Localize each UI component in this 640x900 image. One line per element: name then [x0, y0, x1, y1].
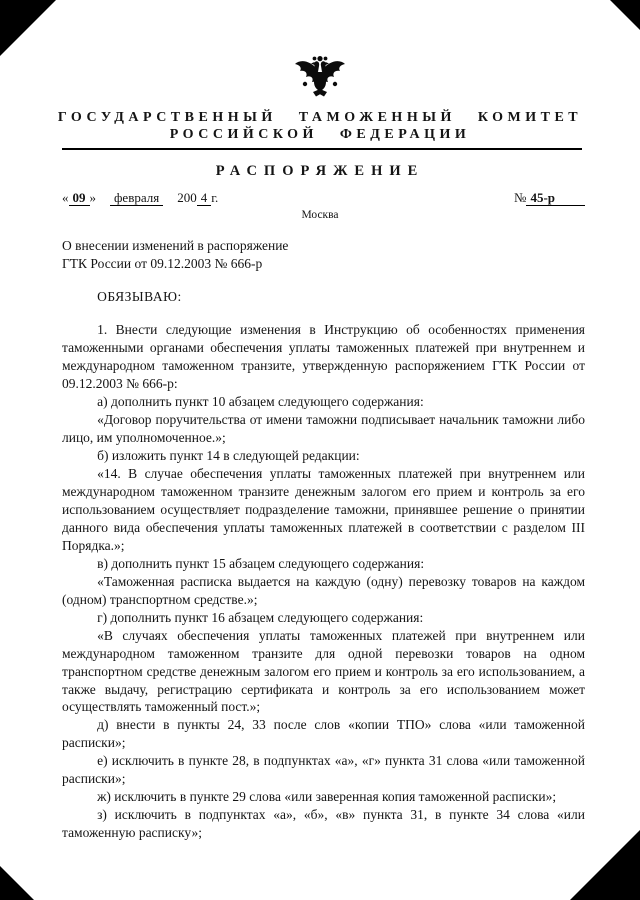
scan-corner-top-left-icon [0, 0, 56, 56]
date-year-prefix: 200 [177, 190, 197, 206]
date-year-digit: 4 [197, 190, 212, 206]
header-divider [62, 148, 582, 151]
body-paragraph: е) исключить в пункте 28, в подпунктах «а», «г» пункта 31 слова «или таможенной расписки»; [62, 753, 585, 787]
subject-line2: ГТК России от 09.12.2003 № 666-р [62, 256, 263, 272]
body-paragraph: «Таможенная расписка выдается на каждую (одну) перевозку товаров на каждом (одном) транспортном средстве.»; [62, 573, 585, 607]
body-paragraph: 1. Внести следующие изменения в Инструкцию об особенностях применения таможенными органами обеспечения уплаты таможенных платежей при внутреннем и международном таможенном транзите, утвержденную распоряжением ГТК России от 09.12.2003 № 666-р: [62, 322, 585, 392]
body-paragraph: а) дополнить пункт 10 абзацем следующего содержания: [97, 394, 424, 410]
body-paragraph: г) дополнить пункт 16 абзацем следующего содержания: [97, 609, 424, 625]
organization-name-line1: ГОСУДАРСТВЕННЫЙ ТАМОЖЕННЫЙ КОМИТЕТ [57, 110, 583, 125]
city-label: Москва [301, 209, 339, 222]
number-field [514, 190, 585, 206]
document-subject [62, 237, 585, 273]
body-paragraph: «В случаях обеспечения уплаты таможенных платежей при внутреннем или международном таможенном транзите для одной перевозки товаров на одном транспортном средстве денежным залогом его прием и контроль за его использованием, а также выдачу, регистрацию сертификата и контроль за его использованием может осуществлять таможенный пост.»; [62, 627, 585, 715]
coat-of-arms-icon [293, 54, 347, 104]
close-quote: » [89, 190, 96, 206]
body-paragraph: д) внести в пункты 24, 33 после слов «копии ТПО» слова «или таможенной расписки»; [62, 717, 585, 751]
subject-line1: О внесении изменений в распоряжение [62, 238, 289, 254]
directive-word: ОБЯЗЫВАЮ: [97, 289, 182, 305]
organization-name-line2: РОССИЙСКОЙ ФЕДЕРАЦИИ [169, 126, 471, 142]
document-type-title: РАСПОРЯЖЕНИЕ [215, 163, 425, 180]
date-month-value: февраля [110, 190, 163, 206]
body-paragraph: б) изложить пункт 14 в следующей редакции: [97, 448, 360, 464]
body-paragraph: ж) исключить в пункте 29 слова «или заверенная копия таможенной расписки»; [97, 789, 557, 805]
document-body [62, 321, 585, 842]
body-paragraph: з) исключить в подпунктах «а», «б», «в» пункта 31, в пункте 34 слова «или таможенную расписку»; [62, 807, 585, 841]
body-paragraph: «14. В случае обеспечения уплаты таможенных платежей при внутреннем или международном таможенном транзите денежным залогом его прием и контроль за его использованием осуществляет подразделение таможни, принявшее решение о принятии данного вида обеспечения уплаты таможенных платежей в соответствии с разделом III Порядка.»; [62, 466, 585, 553]
date-day-value: 09 [69, 190, 90, 206]
scan-corner-top-right-icon [610, 0, 640, 30]
document-number-value: 45-р [526, 190, 585, 206]
open-quote: « [62, 190, 69, 206]
number-sign: № [514, 190, 527, 206]
date-field [62, 190, 218, 206]
body-paragraph: в) дополнить пункт 15 абзацем следующего содержания: [97, 555, 425, 571]
scan-corner-bottom-left-icon [0, 866, 34, 900]
body-paragraph: «Договор поручительства от имени таможни подписывает начальник таможни либо лицо, им уполномоченное.»; [62, 412, 585, 446]
date-and-number-row [62, 190, 585, 206]
date-year-suffix: г. [211, 190, 219, 206]
